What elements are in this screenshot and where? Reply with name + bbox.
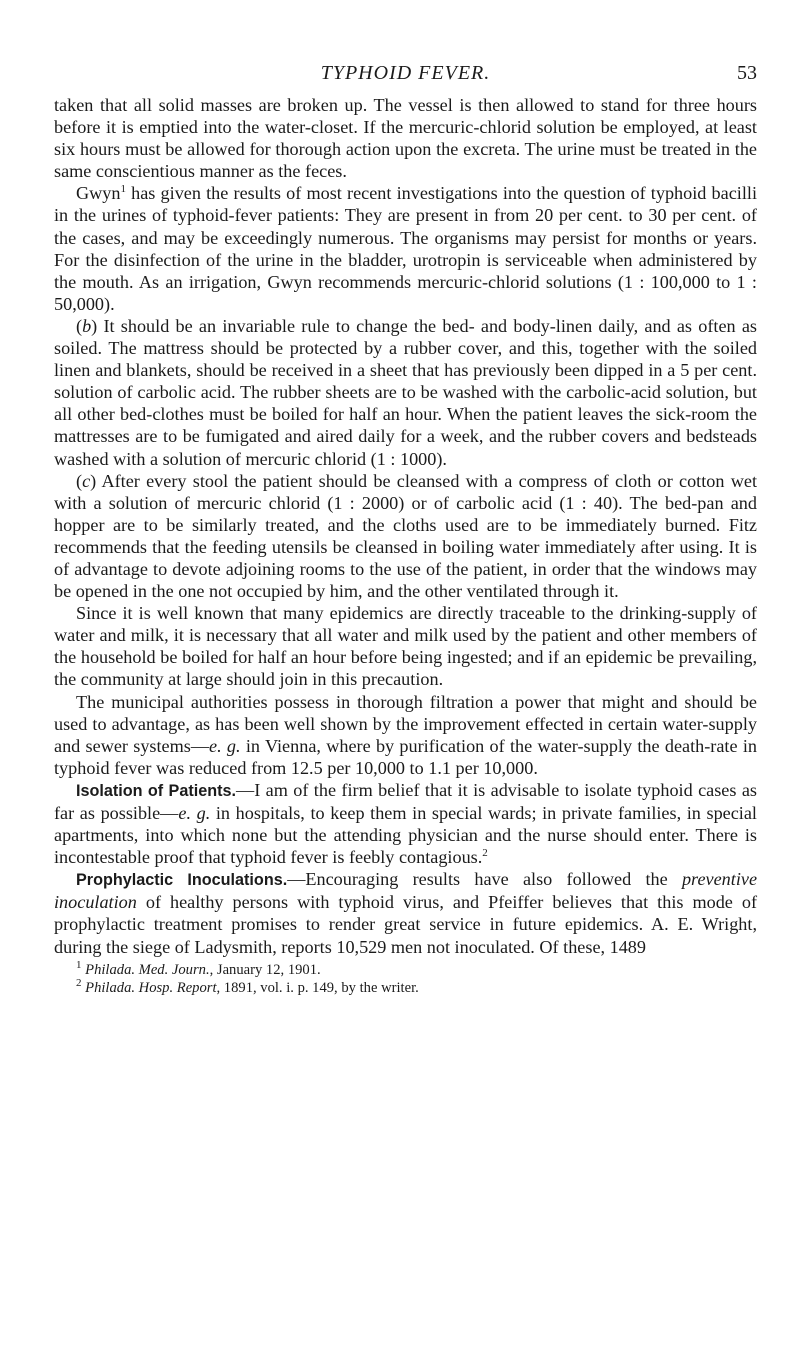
- author-name: Gwyn: [76, 183, 121, 204]
- paragraph-c: (c) After every stool the patient should be cleansed with a compress of cloth or cotton wet with a solution of mercuric chlorid (1 : 2000) or of carbolic acid (1 : 40). The bed-pan and hopper are to be similarly treated, and the cloths used are to be immediately burned. Fitz recommends that the feeding utensils be cleansed in boiling water immediately after using. It is of advantage to devote adjoining rooms to the use of the patient, in order that the windows may be opened in the one not occupied by him, and the other ventilated through it.: [54, 470, 757, 602]
- emphasis-text: preventive inoculation: [54, 869, 758, 913]
- book-page: [54, 0, 757, 997]
- footnote-ref-2: 2: [482, 847, 488, 860]
- footnote-text: , 1891, vol. i. p. 149, by the writer.: [216, 979, 419, 996]
- paragraph-text: —Encouraging results have also followed the: [287, 869, 682, 890]
- page-header: [54, 0, 757, 94]
- footnote-2: [54, 976, 757, 997]
- footnote-source: Philada. Hosp. Report: [85, 979, 217, 996]
- list-label-c: c: [82, 470, 91, 491]
- paragraph-text: in Vienna, where by purification of the water-supply the death-rate in typhoid fever was reduced from 12.5 per 10,000 to 1.1 per 10,000.: [54, 735, 757, 778]
- paragraph-b: (b) It should be an invariable rule to change the bed- and body-linen daily, and as often as soiled. The mattress should be protected by a rubber cover, and this, together with the soiled linen and blankets, should be received in a sheet that has previously been dipped in a 5 per cent. solution of carbolic acid. The rubber sheets are to be washed with the carbolic-acid solution, but all other bed-clothes must be boiled for half an hour. When the patient leaves the sick-room the mattresses are to be fumigated and aired daily for a week, and the rubber covers and bedsteads washed with a solution of mercuric chlorid (1 : 1000).: [54, 315, 757, 469]
- footnote-1: [54, 958, 757, 979]
- footnote-text: , January 12, 1901.: [209, 961, 321, 978]
- section-heading-inoculations: Prophylactic Inoculations.: [76, 871, 288, 890]
- paragraph-text: has given the results of most recent investigations into the question of typhoid bacilli in the urines of typhoid-fever patients: They are present in from 20 per cent. to 30 per cent. of the cases, and may be exceedingly numerous. The organisms may persist for months or years. For the disinfection of the urine in the bladder, urotropin is serviceable when administered by the mouth. As an irrigation, Gwyn recommends mercuric-chlorid solutions (1 : 100,000 to 1 : 50,000).: [54, 183, 757, 314]
- paragraph-text: taken that all solid masses are broken up. The vessel is then allowed to stand for three hours before it is emptied into the water-closet. If the mercuric-chlorid solution be employed, at least six hours must be allowed for thorough action upon the excreta. The urine must be treated in the same conscientious manner as the feces.: [54, 95, 757, 182]
- footnote-ref-1: 1: [120, 183, 126, 196]
- paragraph-municipal: [54, 691, 757, 779]
- paragraph-text: in hospitals, to keep them in special wards; in private families, in special apartments, into which none but the attending physician and the nurse should enter. There is incontestable proof that typhoid fever is feebly contagious.: [54, 803, 757, 868]
- footnote-number: 2: [76, 976, 82, 989]
- paragraph-gwyn: [54, 182, 757, 315]
- paragraph-text: The municipal authorities possess in thorough filtration a power that might and should be used to advantage, as has been well shown by the improvement effected in certain water-supply and sewer systems—: [54, 691, 757, 756]
- list-label-b: b: [82, 315, 92, 336]
- eg-abbrev: e. g.: [178, 803, 211, 823]
- paragraph-inoculations: [54, 868, 757, 957]
- paragraph-water-supply: [54, 602, 757, 690]
- paragraph-text: —I am of the firm belief that it is advisable to isolate typhoid cases as far as possible—: [54, 779, 757, 823]
- paragraph-text: It should be an invariable rule to change the bed- and body-linen daily, and as often as soiled. The mattress should be protected by a rubber cover, and this, together with the soiled linen and blankets, should be received in a sheet that has previously been dipped in a 5 per cent. solution of carbolic acid. The rubber sheets are to be washed with the carbolic-acid solution, but all other bed-clothes must be boiled for half an hour. When the patient leaves the sick-room the mattresses are to be fumigated and aired daily for a week, and the rubber covers and bedsteads washed with a solution of mercuric chlorid (1 : 1000).: [54, 315, 757, 469]
- footnotes: [54, 958, 757, 997]
- footnote-number: 1: [76, 958, 82, 971]
- eg-abbrev: e. g.: [209, 735, 241, 756]
- section-heading-isolation: Isolation of Patients.: [76, 781, 236, 800]
- paragraph-isolation: [54, 779, 757, 868]
- paragraph-text: After every stool the patient should be cleansed with a compress of cloth or cotton wet with a solution of mercuric chlorid (1 : 2000) or of carbolic acid (1 : 40). The bed-pan and hopper are to be similarly treated, and the cloths used are to be immediately burned. Fitz recommends that the feeding utensils be cleansed in boiling water immediately after using. It is of advantage to devote adjoining rooms to the use of the patient, in order that the windows may be opened in the one not occupied by him, and the other ventilated through it.: [54, 470, 757, 602]
- page-number: 53: [737, 62, 757, 84]
- body-text: [54, 94, 757, 958]
- running-title: TYPHOID FEVER.: [320, 62, 491, 84]
- paragraph-continuation: [54, 94, 757, 182]
- paragraph-text: Since it is well known that many epidemics are directly traceable to the drinking-supply of water and milk, it is necessary that all water and milk used by the patient and other members of the household be boiled for half an hour before being ingested; and if an epidemic be prevailing, the community at large should join in this precaution.: [54, 603, 757, 690]
- paragraph-text: of healthy persons with typhoid virus, and Pfeiffer believes that this mode of prophylactic treatment promises to render great service in future epidemics. A. E. Wright, during the siege of Ladysmith, reports 10,529 men not inoculated. Of these, 1489: [54, 892, 757, 957]
- footnote-source: Philada. Med. Journ.: [85, 961, 210, 978]
